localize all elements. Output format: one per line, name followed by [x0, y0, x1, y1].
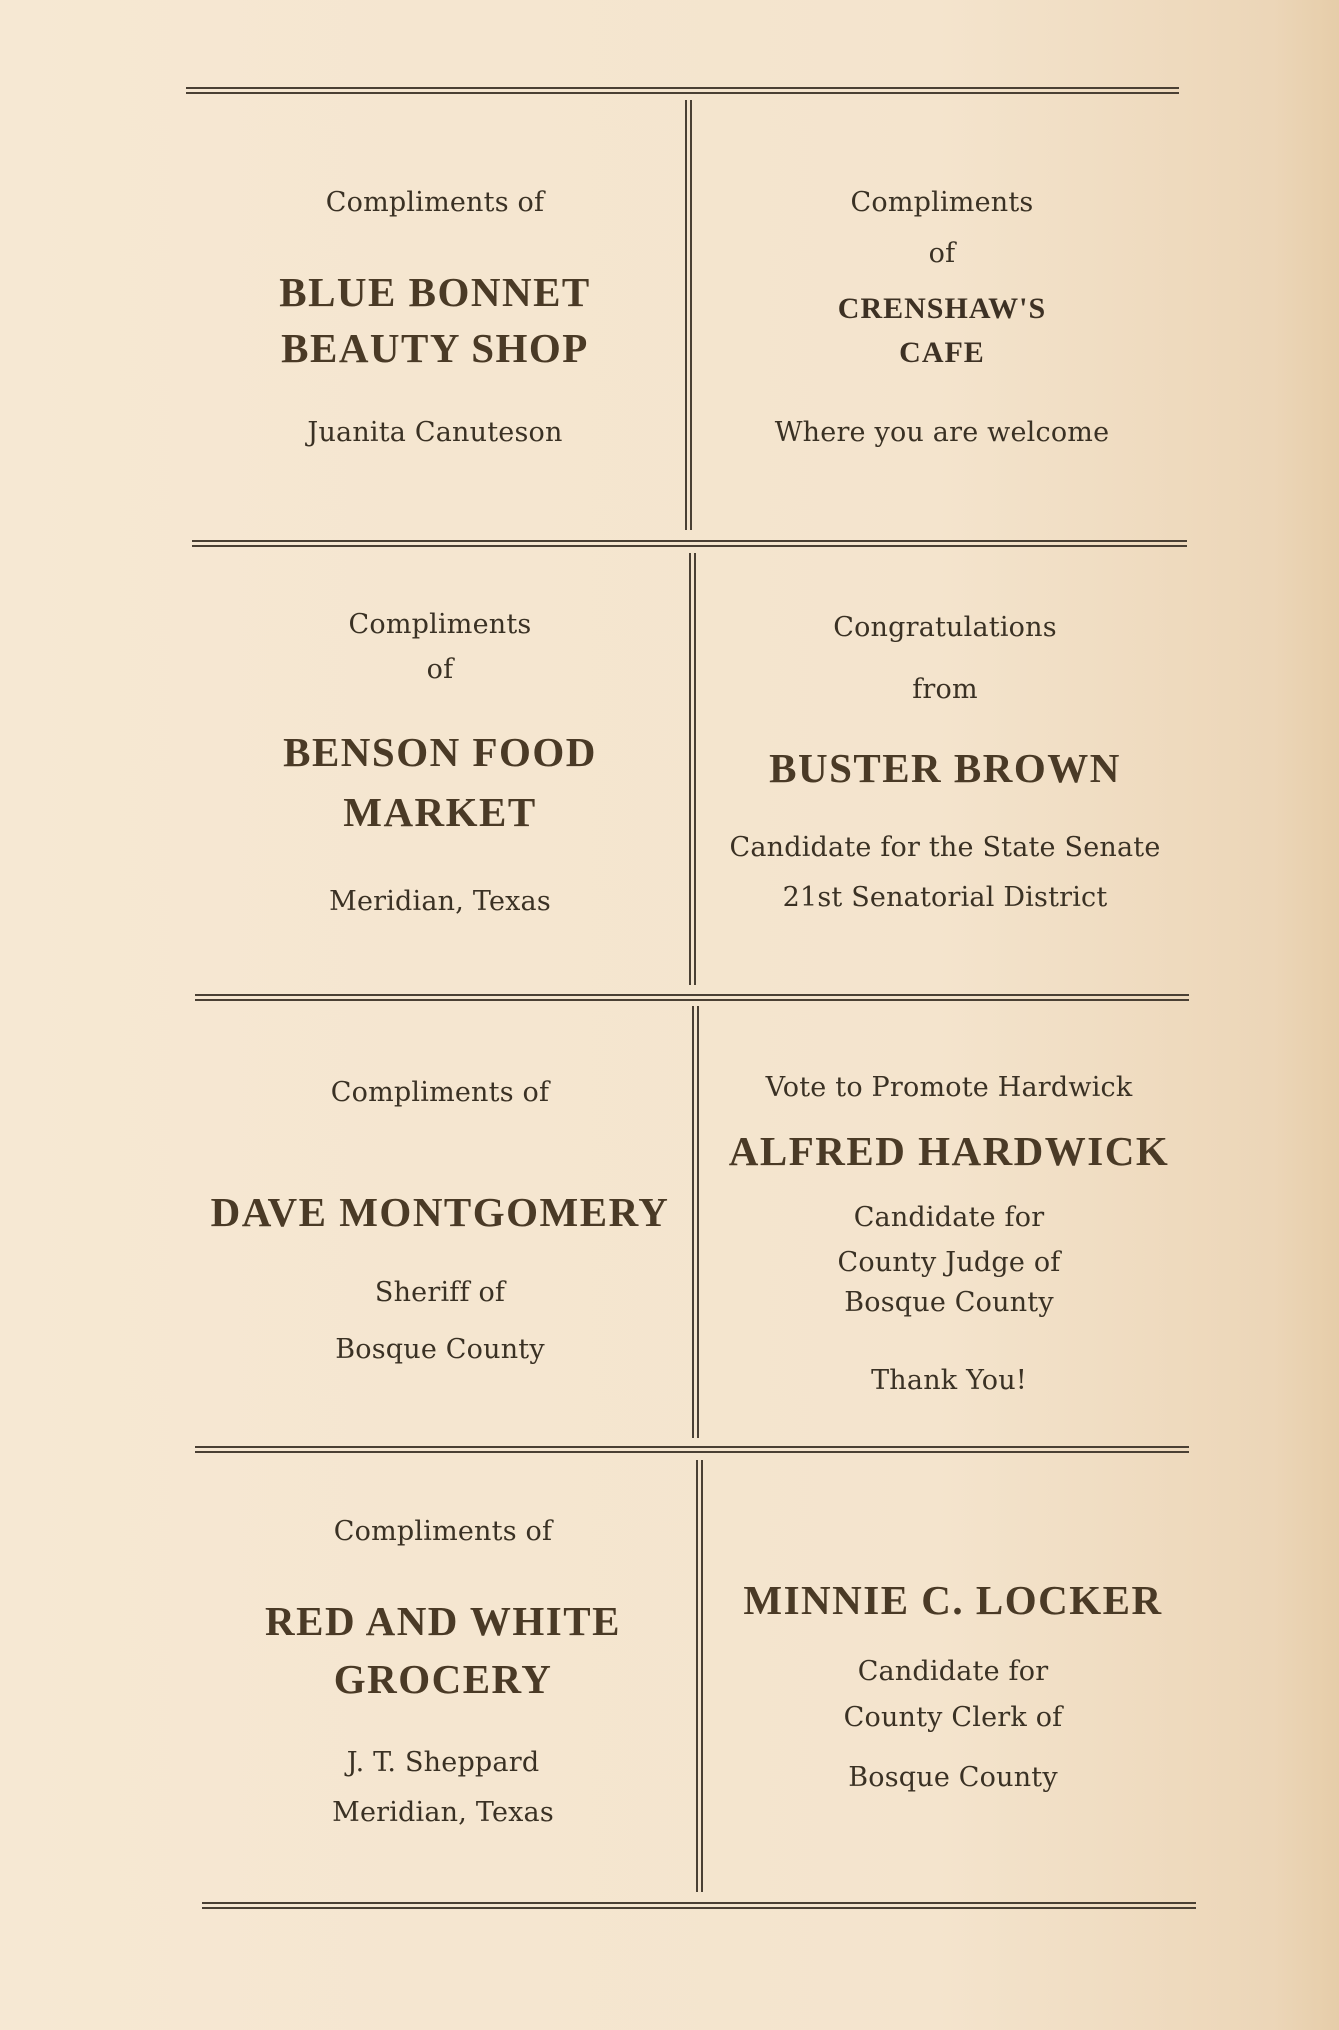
county-text: Bosque County — [844, 1287, 1054, 1318]
business-name-line-2: GROCERY — [333, 1656, 553, 1702]
candidacy-text: Candidate for the State Senate — [729, 832, 1161, 863]
location: Meridian, Texas — [329, 886, 551, 917]
of-text: of — [928, 238, 956, 269]
from-text: from — [912, 674, 978, 705]
business-name-line-1: BLUE BONNET — [279, 269, 591, 315]
congratulations-text: Congratulations — [833, 612, 1057, 643]
column-divider-2 — [689, 553, 696, 985]
business-name-line-1: CRENSHAW'S — [837, 292, 1047, 325]
column-divider-1 — [685, 100, 692, 530]
candidacy-text: Candidate for — [857, 1656, 1049, 1687]
column-divider-3 — [692, 1006, 699, 1438]
candidate-name: BUSTER BROWN — [769, 745, 1121, 791]
county-text: Bosque County — [848, 1762, 1058, 1793]
business-name-line-1: BENSON FOOD — [283, 729, 597, 775]
compliments-text: Compliments of — [333, 1516, 553, 1547]
ad-crenshaws-cafe — [697, 92, 1187, 532]
ad-benson-food-market — [195, 550, 685, 990]
compliments-text: Compliments of — [325, 187, 545, 218]
ad-blue-bonnet-beauty-shop — [190, 92, 680, 532]
rule-row-1 — [192, 540, 1187, 547]
ad-dave-montgomery — [195, 1003, 685, 1443]
district-text: 21st Senatorial District — [782, 882, 1108, 913]
thank-you-text: Thank You! — [871, 1365, 1027, 1396]
ad-alfred-hardwick — [704, 1003, 1194, 1443]
slogan: Vote to Promote Hardwick — [765, 1072, 1133, 1103]
proprietor-name: Juanita Canuteson — [307, 417, 563, 448]
compliments-text: Compliments — [348, 609, 532, 640]
ad-minnie-c-locker — [708, 1456, 1198, 1896]
rule-row-3 — [195, 1446, 1189, 1453]
office-text: County Clerk of — [843, 1702, 1063, 1733]
business-name-line-2: CAFE — [899, 336, 985, 369]
person-name: DAVE MONTGOMERY — [210, 1189, 670, 1235]
office-text: County Judge of — [837, 1247, 1061, 1278]
rule-bottom — [202, 1902, 1196, 1909]
candidacy-text: Candidate for — [853, 1202, 1045, 1233]
business-name-line-1: RED AND WHITE — [265, 1598, 621, 1644]
business-name-line-2: MARKET — [343, 789, 537, 835]
county-text: Bosque County — [335, 1334, 545, 1365]
of-text: of — [426, 654, 454, 685]
compliments-text: Compliments of — [330, 1077, 550, 1108]
slogan: Where you are welcome — [774, 417, 1110, 448]
candidate-name: ALFRED HARDWICK — [728, 1128, 1170, 1174]
title-text: Sheriff of — [374, 1277, 506, 1308]
candidate-name: MINNIE C. LOCKER — [743, 1577, 1163, 1623]
business-name-line-2: BEAUTY SHOP — [281, 325, 589, 371]
ad-red-and-white-grocery — [198, 1456, 688, 1896]
compliments-text: Compliments — [850, 187, 1034, 218]
proprietor-name: J. T. Sheppard — [346, 1747, 540, 1778]
location: Meridian, Texas — [332, 1797, 554, 1828]
rule-row-2 — [195, 994, 1189, 1001]
column-divider-4 — [696, 1460, 703, 1892]
ad-buster-brown — [700, 550, 1190, 990]
